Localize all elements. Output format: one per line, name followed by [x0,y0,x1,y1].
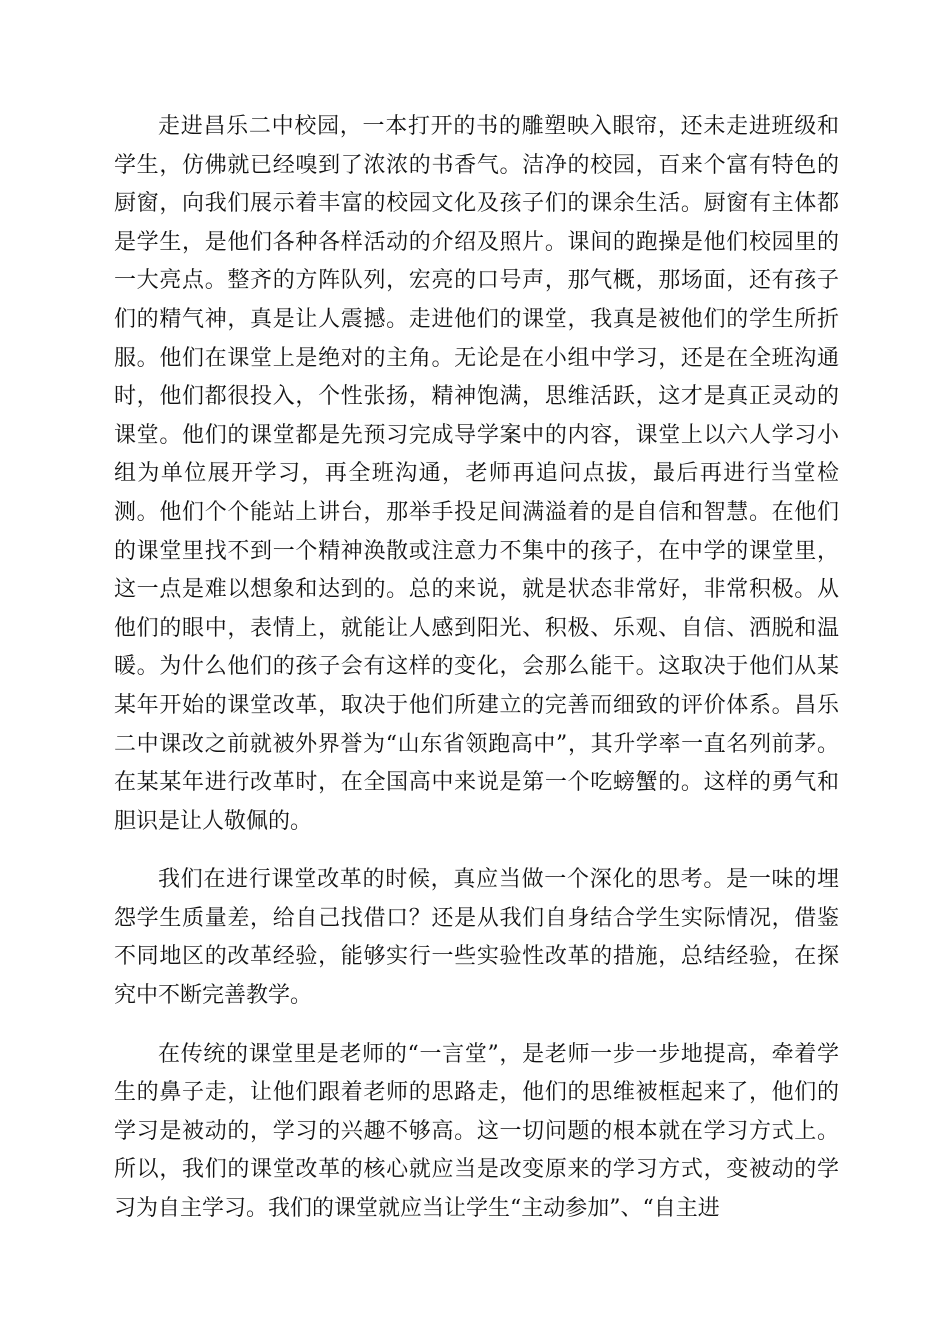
paragraph-learning-method: 在传统的课堂里是老师的“一言堂”，是老师一步一步地提高，牵着学生的鼻子走，让他们跟着老师的思路走，他们的思维被框起来了，他们的学习是被动的，学习的兴趣不够高。这一切问题的根本就在学习方式上。所以，我们的课堂改革的核心就应当是改变原来的学习方式，变被动的学习为自主学习。我们的课堂就应当让学生“主动参加”、“自主进 [114,1041,839,1222]
paragraph-reform-reflection: 我们在进行课堂改革的时候，真应当做一个深化的思考。是一味的埋怨学生质量差，给自己找借口？还是从我们自身结合学生实际情况，借鉴不同地区的改革经验，能够实行一些实验性改革的措施，总结经验，在探究中不断完善教学。 [114,867,839,1009]
paragraph-school-visit: 走进昌乐二中校园，一本打开的书的雕塑映入眼帘，还未走进班级和学生，仿佛就已经嗅到了浓浓的书香气。洁净的校园，百来个富有特色的厨窗，向我们展示着丰富的校园文化及孩子们的课余生活。厨窗有主体都是学生，是他们各种各样活动的介绍及照片。课间的跑操是他们校园里的一大亮点。整齐的方阵队列，宏亮的口号声，那气概，那场面，还有孩子们的精气神，真是让人震撼。走进他们的课堂，我真是被他们的学生所折服。他们在课堂上是绝对的主角。无论是在小组中学习，还是在全班沟通时，他们都很投入，个性张扬，精神饱满，思维活跃，这才是真正灵动的课堂。他们的课堂都是先预习完成导学案中的内容，课堂上以六人学习小组为单位展开学习，再全班沟通，老师再追问点拔，最后再进行当堂检测。他们个个能站上讲台，那举手投足间满溢着的是自信和智慧。在他们的课堂里找不到一个精神涣散或注意力不集中的孩子，在中学的课堂里，这一点是难以想象和达到的。总的来说，就是状态非常好，非常积极。从他们的眼中，表情上，就能让人感到阳光、积极、乐观、自信、洒脱和温暖。为什么他们的孩子会有这样的变化，会那么能干。这取决于他们从某某年开始的课堂改革，取决于他们所建立的完善而细致的评价体系。昌乐二中课改之前就被外界誉为“山东省领跑高中”，其升学率一直名列前茅。在某某年进行改革时，在全国高中来说是第一个吃螃蟹的。这样的勇气和胆识是让人敬佩的。 [114,114,839,834]
document-page [114,108,839,1229]
